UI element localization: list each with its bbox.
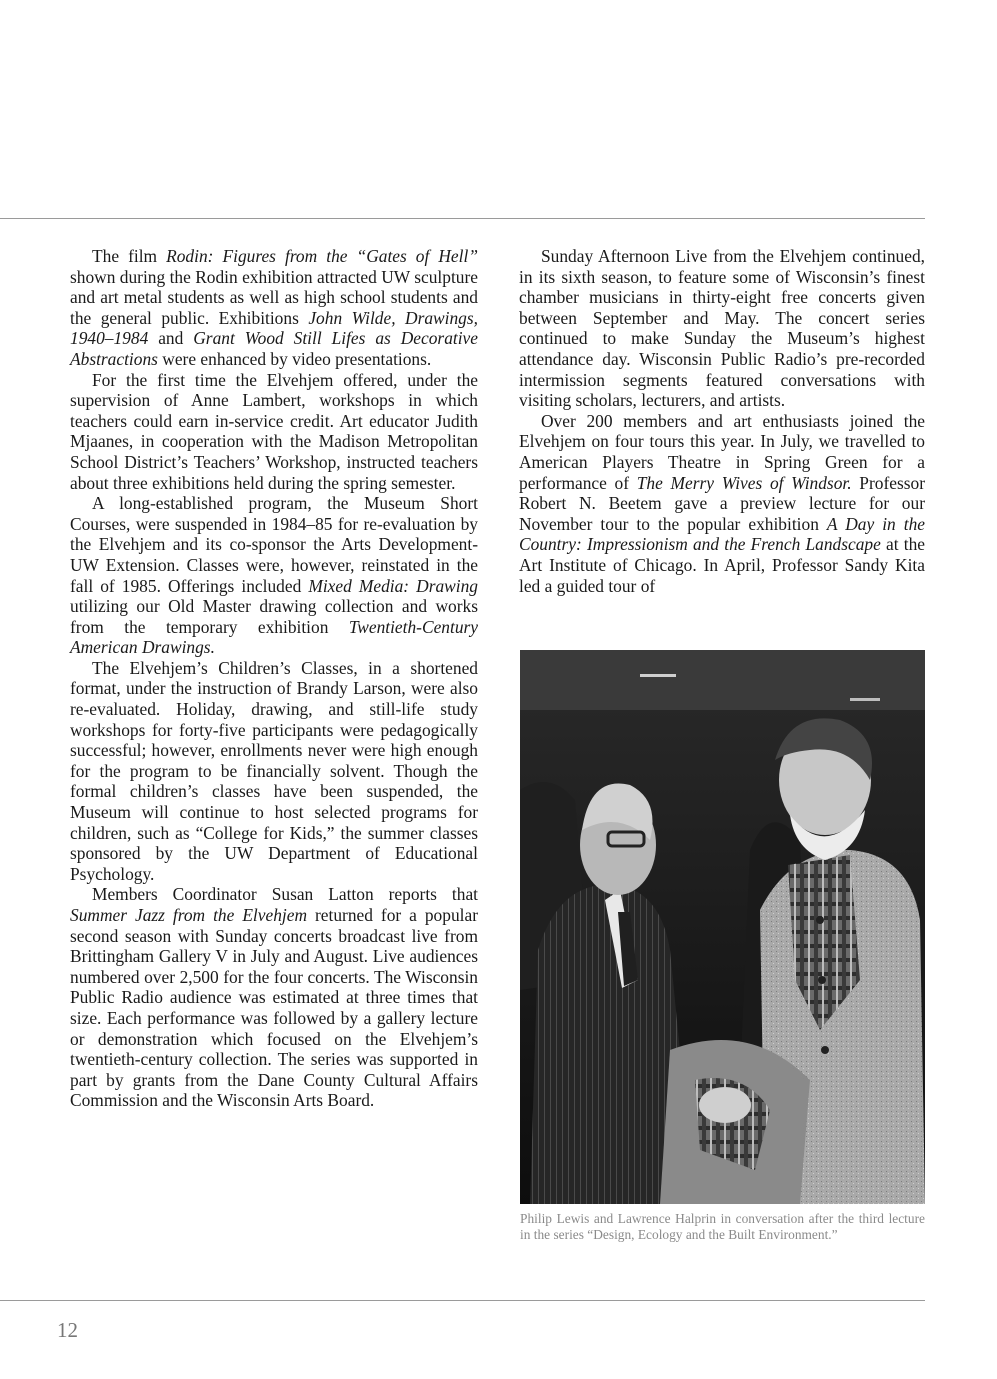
bottom-rule bbox=[0, 1300, 925, 1301]
photo-lewis-halprin bbox=[520, 650, 925, 1204]
paragraph-childrens-classes: The Elvehjem’s Children’s Classes, in a shortened format, under the instruction of Brandy Larson, were also re-evaluated. Holiday, drawing, and still-life study workshops for forty-five participants were pedagogically successful; however, enrollments never were high enough for the program to be financially solvent. Though the formal children’s classes have been suspended, the Museum will continue to host selected programs for children, such as “College for Kids,” the summer classes sponsored by the UW Department of Educational Psychology. bbox=[70, 657, 478, 884]
paragraph-short-courses: A long-established program, the Museum Short Courses, were suspended in 1984–85 for re-evaluation by the Elvehjem and its co-sponsor the Arts Development-UW Extension. Classes were, however, reinstated in the fall of 1985. Offerings included Mixed Media: Drawing utilizing our Old Master drawing collection and works from the temporary exhibition Twentieth-Century American Drawings. bbox=[70, 493, 478, 658]
photo-caption: Philip Lewis and Lawrence Halprin in conversation after the third lecture in the series “Design, Ecology and the Built Environment.” bbox=[520, 1211, 925, 1243]
paragraph-tours: Over 200 members and art enthusiasts joined the Elvehjem on four tours this year. In July, we travelled to American Players Theatre in Spring Green for a performance of The Merry Wives of Windsor. Professor Robert N. Beetem gave a preview lecture for our November tour to the popular exhibition A Day in the Country: Impressionism and the French Landscape at the Art Institute of Chicago. In April, Professor Sandy Kita led a guided tour of bbox=[519, 410, 925, 596]
paragraph-sunday-afternoon-live: Sunday Afternoon Live from the Elvehjem continued, in its sixth season, to feature some of Wisconsin’s finest chamber musicians in thirty-eight free concerts given between September and May. The concert series continued to make Sunday the Museum’s highest attendance day. Wisconsin Public Radio’s pre-recorded intermission segments featured conversations with visiting scholars, lecturers, and artists. bbox=[519, 246, 925, 411]
paragraph-summer-jazz: Members Coordinator Susan Latton reports that Summer Jazz from the Elvehjem returned for a popular second season with Sunday concerts broadcast live from Brittingham Gallery V in July and August. Live audiences numbered over 2,500 for the four concerts. The Wisconsin Public Radio audience was estimated at three times that size. Each performance was followed by a gallery lecture or demonstration which focused on the Elvehjem’s twentieth-century collection. The series was supported in part by grants from the Dane County Cultural Affairs Commission and the Wisconsin Arts Board. bbox=[70, 884, 478, 1111]
paragraph-rodin-film: The film Rodin: Figures from the “Gates of Hell” shown during the Rodin exhibition attracted UW sculpture and art metal students as well as high school students and the general public. Exhibitions John Wilde, Drawings, 1940–1984 and Grant Wood Still Lifes as Decorative Abstractions were enhanced by video presentations. bbox=[70, 246, 478, 369]
left-column bbox=[70, 246, 478, 1111]
page-number: 12 bbox=[57, 1318, 78, 1342]
right-column bbox=[519, 246, 925, 596]
paragraph-teacher-workshops: For the first time the Elvehjem offered, under the supervision of Anne Lambert, workshops in which teachers could earn in-service credit. Art educator Judith Mjaanes, in cooperation with the Madison Metropolitan School District’s Teachers’ Workshop, instructed teachers about three exhibitions held during the spring semester. bbox=[70, 369, 478, 493]
top-rule bbox=[0, 218, 925, 219]
